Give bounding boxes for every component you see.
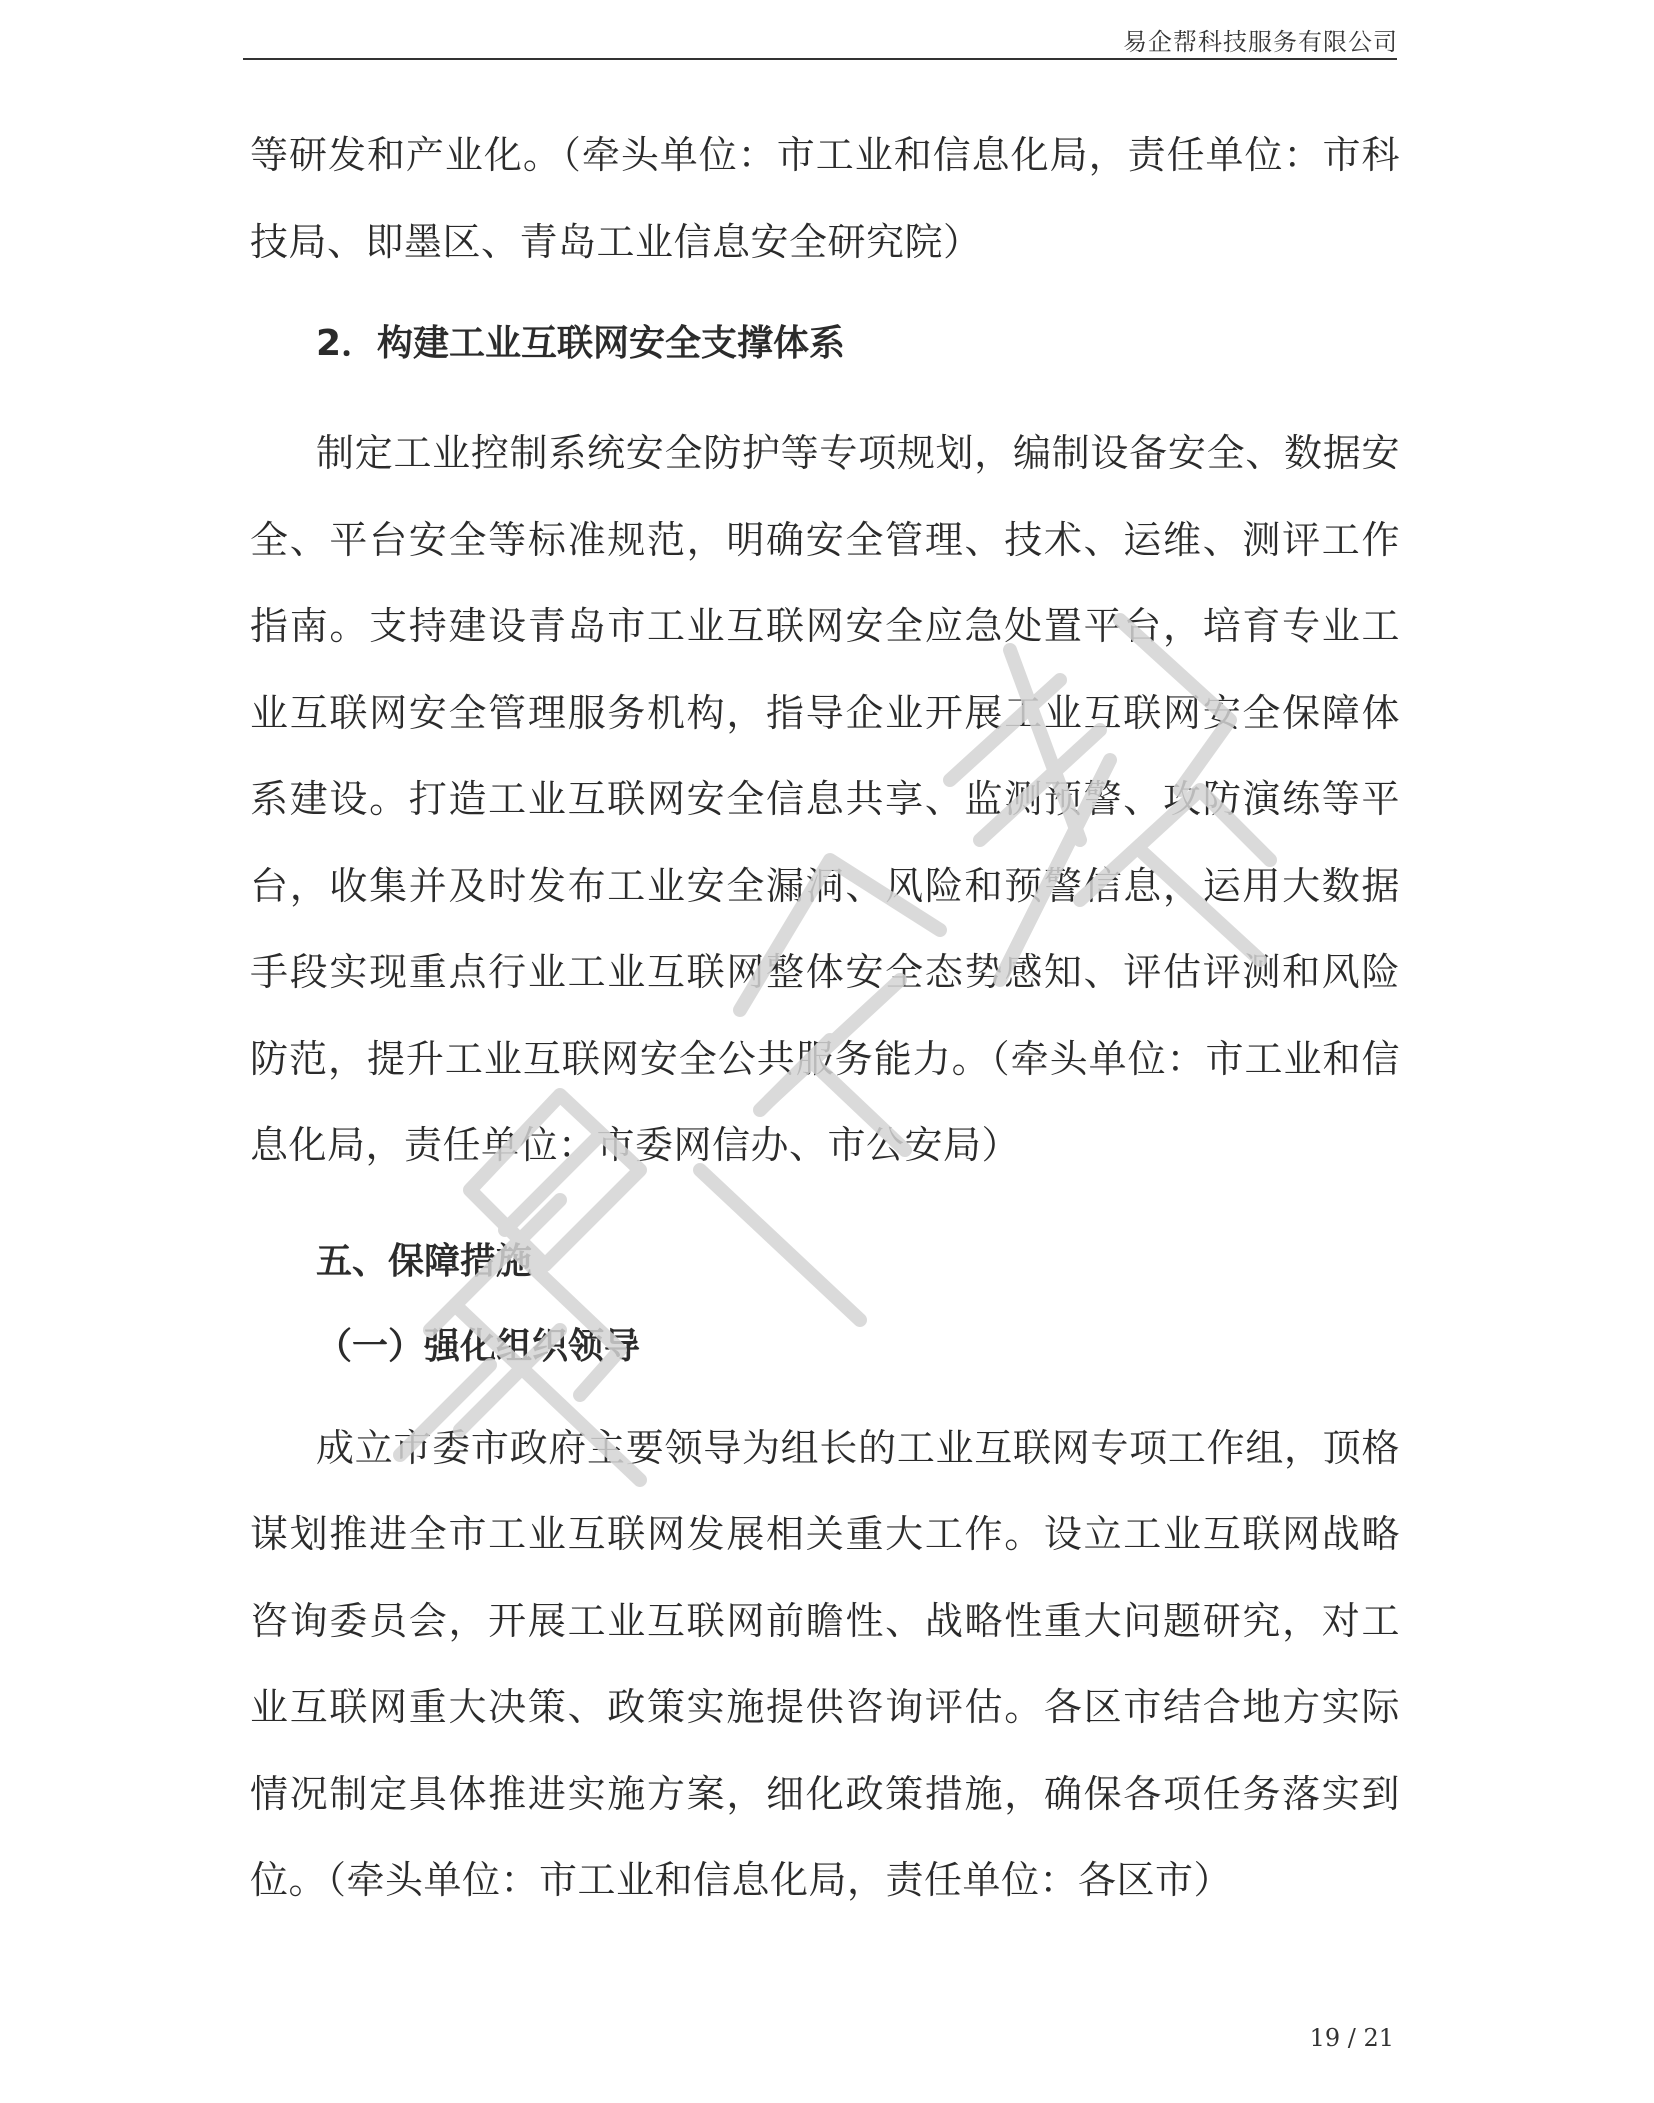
- subsection-heading-organization: （一）强化组织领导: [316, 1325, 641, 1367]
- page-number: 19 / 21: [1309, 2024, 1394, 2052]
- paragraph-continuation: 等研发和产业化。（牵头单位：市工业和信息化局，责任单位：市科技局、即墨区、青岛工业信息安全研究院）: [250, 133, 1400, 264]
- document-body: [250, 112, 1400, 1924]
- header-company-name: 易企帮科技服务有限公司: [1123, 28, 1398, 56]
- paragraph-security-system: 制定工业控制系统安全防护等专项规划，编制设备安全、数据安全、平台安全等标准规范，明确安全管理、技术、运维、测评工作指南。支持建设青岛市工业互联网安全应急处置平台，培育专业工业互联网安全管理服务机构，指导企业开展工业互联网安全保障体系建设。打造工业互联网安全信息共享、监测预警、攻防演练等平台，收集并及时发布工业安全漏洞、风险和预警信息，运用大数据手段实现重点行业工业互联网整体安全态势感知、评估评测和风险防范，提升工业互联网安全公共服务能力。（牵头单位：市工业和信息化局，责任单位：市委网信办、市公安局）: [250, 431, 1400, 1167]
- paragraph-organization: 成立市委市政府主要领导为组长的工业互联网专项工作组，顶格谋划推进全市工业互联网发展相关重大工作。设立工业互联网战略咨询委员会，开展工业互联网前瞻性、战略性重大问题研究，对工业互联网重大决策、政策实施提供咨询评估。各区市结合地方实际情况制定具体推进实施方案，细化政策措施，确保各项任务落实到位。（牵头单位：市工业和信息化局，责任单位：各区市）: [250, 1425, 1400, 1902]
- header-divider: [243, 58, 1397, 60]
- chapter-heading-safeguards: 五、保障措施: [316, 1240, 533, 1282]
- section-heading-2: 2．构建工业互联网安全支撑体系: [316, 323, 846, 364]
